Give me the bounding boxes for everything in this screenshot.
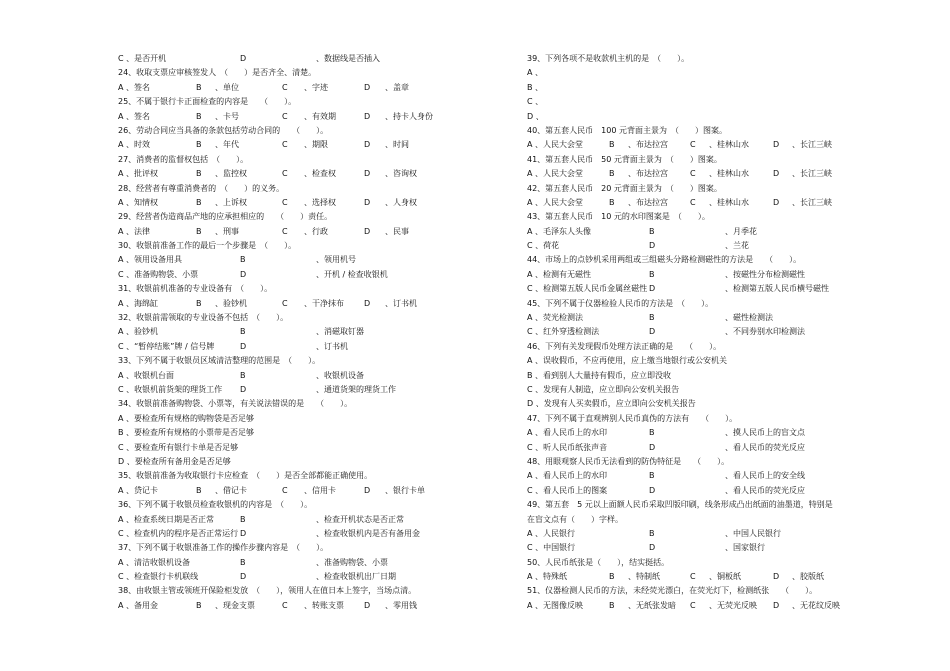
text-line — [118, 383, 448, 397]
text-segment: A 、领用设备用具 — [118, 255, 183, 265]
text-segment: A 、人民银行 — [527, 528, 576, 538]
text-segment: 、零用钱 — [385, 600, 417, 610]
text-line — [118, 426, 448, 440]
text-segment: 、订书机 — [316, 341, 348, 351]
text-segment: B — [649, 471, 655, 481]
text-line — [118, 513, 448, 527]
text-line — [118, 210, 448, 224]
text-segment: D 、要检查所有备用金是否足够 — [118, 456, 231, 466]
text-segment: C — [282, 226, 288, 236]
text-segment: 、检查收银机出厂日期 — [316, 572, 396, 582]
text-line — [118, 498, 448, 512]
text-segment: 26、劳动合同应当具备的条款包括劳动合同的 （ ）。 — [118, 125, 329, 135]
text-segment: A 、清洁收银机设备 — [118, 557, 191, 567]
text-segment: D 、发现有人买卖假币，应立即向公安机关报告 — [527, 399, 696, 409]
text-segment: D — [364, 298, 371, 308]
text-segment: 44、市场上的点钞机采用两组或三组磁头分路检测磁性的方法是 （ ）。 — [527, 255, 802, 265]
text-segment: 、布达拉宫 — [628, 140, 668, 150]
text-line — [118, 268, 448, 282]
text-segment: 、盖章 — [385, 82, 409, 92]
text-line — [527, 354, 857, 368]
text-segment: A 、荧光检测法 — [527, 313, 584, 323]
text-segment: 、特制纸 — [628, 572, 660, 582]
text-segment: B — [609, 140, 615, 150]
text-segment: B — [609, 600, 615, 610]
text-segment: B — [649, 528, 655, 538]
text-segment: D — [773, 197, 780, 207]
text-segment: B — [240, 370, 246, 380]
text-segment: 、长江三峡 — [792, 140, 832, 150]
text-segment: 、验钞机 — [215, 298, 247, 308]
text-segment: B — [609, 169, 615, 179]
text-segment: D — [364, 82, 371, 92]
text-line — [527, 527, 857, 541]
text-segment: 、信用卡 — [304, 485, 336, 495]
text-segment: B — [649, 428, 655, 438]
text-line — [118, 369, 448, 383]
text-segment: 、人身权 — [385, 197, 417, 207]
text-segment: D — [364, 197, 371, 207]
text-line — [527, 239, 857, 253]
text-segment: A 、看人民币上的水印 — [527, 471, 608, 481]
text-segment: D — [240, 572, 247, 582]
text-line — [118, 527, 448, 541]
text-segment: 24、收取支票应审核签发人 （ ）是否齐全、清楚。 — [118, 68, 317, 78]
text-segment: D — [240, 54, 247, 63]
text-segment: 31、收银前机准备的专业设备有 （ ）。 — [118, 284, 273, 294]
text-segment: D — [649, 442, 656, 452]
text-segment: 、中国人民银行 — [725, 528, 781, 538]
text-line — [527, 397, 857, 411]
text-segment: 、消磁取钉器 — [316, 327, 364, 337]
text-line — [118, 469, 448, 483]
text-line — [118, 95, 448, 109]
text-line — [527, 297, 857, 311]
text-segment: D — [240, 341, 247, 351]
text-segment: A 、时效 — [118, 140, 151, 150]
text-segment: 、收银机设备 — [316, 370, 364, 380]
text-segment: A 、检测有无磁性 — [527, 269, 592, 279]
text-line — [527, 81, 857, 95]
text-segment: A 、检查系统日期是否正常 — [118, 514, 215, 524]
text-segment: B 、看到别人大量持有假币，应立即没收 — [527, 370, 672, 380]
text-line — [527, 95, 857, 109]
text-segment: 、按磁性分布检测磁性 — [725, 269, 805, 279]
right-question-column — [527, 52, 857, 613]
text-line — [527, 210, 857, 224]
left-question-column — [118, 52, 448, 613]
text-segment: C 、准备购物袋、小票 — [118, 269, 199, 279]
text-segment: B — [649, 313, 655, 323]
text-line — [527, 455, 857, 469]
text-segment: B — [609, 572, 615, 582]
text-segment: 在盲文点有（ ）字样。 — [527, 514, 623, 524]
text-segment: 、摸人民币上的盲文点 — [725, 428, 805, 438]
text-segment: B — [240, 327, 246, 337]
text-line — [118, 599, 448, 613]
text-segment: A 、 — [527, 68, 544, 78]
text-line — [118, 124, 448, 138]
text-line — [527, 556, 857, 570]
text-line — [527, 225, 857, 239]
text-segment: C — [282, 82, 288, 92]
text-segment: 、桂林山水 — [709, 197, 749, 207]
text-segment: 、通道货架的理货工作 — [316, 384, 396, 394]
text-line — [118, 570, 448, 584]
text-segment: D — [649, 284, 656, 294]
text-line — [527, 138, 857, 152]
text-segment: D 、 — [527, 111, 544, 121]
text-segment: 、桂林山水 — [709, 140, 749, 150]
text-segment: 、有效期 — [304, 111, 336, 121]
text-segment: B — [240, 557, 246, 567]
text-segment: B — [196, 298, 202, 308]
text-line — [527, 599, 857, 613]
text-segment: A 、人民大会堂 — [527, 140, 584, 150]
text-line — [118, 541, 448, 555]
text-segment: 、月季花 — [725, 226, 757, 236]
text-segment: A 、无图像反映 — [527, 600, 584, 610]
text-segment: 、银行卡单 — [385, 485, 425, 495]
text-segment: 43、第五套人民币 10 元的水印图案是 （ ）。 — [527, 212, 710, 222]
text-segment: D — [773, 169, 780, 179]
text-segment: D — [773, 140, 780, 150]
text-segment: B — [609, 197, 615, 207]
text-line — [118, 354, 448, 368]
text-line — [527, 484, 857, 498]
text-segment: 、看人民币上的安全线 — [725, 471, 805, 481]
text-line — [527, 153, 857, 167]
text-segment: D — [649, 327, 656, 337]
text-line — [527, 167, 857, 181]
text-segment: 、胶版纸 — [792, 572, 824, 582]
text-segment: B — [196, 140, 202, 150]
text-segment: B — [196, 197, 202, 207]
text-segment: A 、备用金 — [118, 600, 159, 610]
text-line — [118, 340, 448, 354]
text-segment: 、单位 — [215, 82, 239, 92]
text-segment: A 、毛泽东人头像 — [527, 226, 592, 236]
text-segment: C — [282, 600, 288, 610]
text-segment: 、桂林山水 — [709, 169, 749, 179]
text-segment: 、转账支票 — [304, 600, 344, 610]
text-segment: B — [240, 514, 246, 524]
text-line — [118, 484, 448, 498]
text-line — [527, 196, 857, 210]
text-segment: 38、由收银主管或领班开保险柜发放 （ ），领用人在值日本上签字，当场点清。 — [118, 586, 417, 596]
text-segment: 、年代 — [215, 140, 239, 150]
text-segment: B — [196, 600, 202, 610]
text-segment: 、订书机 — [385, 298, 417, 308]
text-segment: 、布达拉宫 — [628, 197, 668, 207]
text-line — [118, 66, 448, 80]
text-segment: C 、发现有人制造，应立即向公安机关报告 — [527, 384, 680, 394]
text-segment: A 、批评权 — [118, 169, 159, 179]
text-segment: C 、检查机内的程序是否正常运行 — [118, 528, 239, 538]
text-segment: 50、人民币纸张是（ ），结实挺括。 — [527, 557, 670, 567]
text-segment: D — [240, 528, 247, 538]
text-segment: C 、是否开机 — [118, 54, 167, 63]
text-segment: C 、红外穿透检测法 — [527, 327, 600, 337]
text-segment: C — [282, 197, 288, 207]
text-segment: A 、特殊纸 — [527, 572, 568, 582]
text-line — [118, 110, 448, 124]
text-segment: B — [196, 111, 202, 121]
text-line — [527, 469, 857, 483]
text-segment: A 、签名 — [118, 111, 151, 121]
text-segment: A 、误收假币，不应再使用，应上缴当地银行或公安机关 — [527, 356, 728, 366]
text-line — [118, 239, 448, 253]
text-segment: 、长江三峡 — [792, 197, 832, 207]
text-segment: A 、贷记卡 — [118, 485, 159, 495]
text-segment: 32、收银前需领取的专业设备不包括 （ ）。 — [118, 313, 289, 323]
text-segment: 、监控权 — [215, 169, 247, 179]
text-segment: A 、要检查所有规格的购物袋是否足够 — [118, 413, 255, 423]
text-segment: B 、 — [527, 82, 544, 92]
text-segment: 、布达拉宫 — [628, 169, 668, 179]
text-line — [527, 124, 857, 138]
text-segment: 42、第五套人民币 20 元背面主景为 （ ）图案。 — [527, 183, 722, 193]
text-segment: 37、下列不属于收银准备工作的操作步骤内容是 （ ）。 — [118, 543, 329, 553]
text-line — [527, 584, 857, 598]
text-line — [527, 570, 857, 584]
text-line — [118, 441, 448, 455]
text-segment: 39、下列各项不是收款机主机的是 （ ）。 — [527, 54, 690, 63]
text-segment: 36、下列不属于收银员检查收银机的内容是 （ ）。 — [118, 500, 313, 510]
text-segment: C 、检查银行卡机联线 — [118, 572, 199, 582]
text-line — [118, 297, 448, 311]
text-segment: D — [364, 485, 371, 495]
text-segment: D — [240, 384, 247, 394]
text-segment: 、看人民币的荧光反应 — [725, 485, 805, 495]
text-line — [527, 498, 857, 512]
text-line — [118, 138, 448, 152]
text-line — [527, 412, 857, 426]
text-segment: B — [196, 226, 202, 236]
text-segment: C — [690, 140, 696, 150]
text-line — [527, 325, 857, 339]
text-line — [527, 513, 857, 527]
text-segment: 、刑事 — [215, 226, 239, 236]
text-segment: 、持卡人身份 — [385, 111, 433, 121]
text-segment: A 、看人民币上的水印 — [527, 428, 608, 438]
text-line — [118, 282, 448, 296]
text-line — [118, 182, 448, 196]
text-segment: 、卡号 — [215, 111, 239, 121]
text-segment: C — [282, 298, 288, 308]
text-segment: 、上诉权 — [215, 197, 247, 207]
text-segment: C 、要检查所有银行卡单是否足够 — [118, 442, 239, 452]
text-segment: 、兰花 — [725, 241, 749, 251]
text-line — [527, 253, 857, 267]
text-line — [118, 253, 448, 267]
text-segment: A 、验钞机 — [118, 327, 159, 337]
text-line — [527, 268, 857, 282]
text-segment: B — [649, 269, 655, 279]
text-line — [118, 81, 448, 95]
text-segment: C — [690, 600, 696, 610]
text-segment: D — [364, 600, 371, 610]
text-segment: C 、中国银行 — [527, 543, 576, 553]
text-segment: A 、收银机台面 — [118, 370, 175, 380]
text-segment: 29、经营者伪造商品产地的应承担相应的 （ ）责任。 — [118, 212, 333, 222]
text-segment: A 、法律 — [118, 226, 151, 236]
text-segment: C 、检测第五版人民币金属丝磁性 — [527, 284, 648, 294]
text-segment: 27、消费者的监督权包括 （ ）。 — [118, 154, 249, 164]
text-segment: 28、经营者有尊重消费者的 （ ）的义务。 — [118, 183, 285, 193]
text-segment: 、无荧光反映 — [709, 600, 757, 610]
text-line — [527, 282, 857, 296]
text-segment: 48、用眼观察人民币无法看到的防伪特征是 （ ）。 — [527, 456, 730, 466]
text-segment: 、期限 — [304, 140, 328, 150]
text-segment: 、检测第五版人民币横号磁性 — [725, 284, 829, 294]
text-segment: 40、第五套人民币 100 元背面主景为 （ ）图案。 — [527, 125, 727, 135]
text-segment: 、检查收银机内是否有备用金 — [316, 528, 420, 538]
text-segment: B — [196, 82, 202, 92]
text-line — [118, 153, 448, 167]
text-segment: 、无纸张发暗 — [628, 600, 676, 610]
text-segment: D — [364, 226, 371, 236]
text-segment: 、领用机号 — [316, 255, 356, 265]
text-segment: D — [364, 140, 371, 150]
text-line — [527, 369, 857, 383]
text-line — [527, 340, 857, 354]
text-segment: A 、签名 — [118, 82, 151, 92]
text-segment: B — [649, 226, 655, 236]
text-line — [527, 110, 857, 124]
text-segment: C — [282, 140, 288, 150]
text-segment: B — [196, 485, 202, 495]
text-segment: 41、第五套人民币 50 元背面主景为 （ ）图案。 — [527, 154, 722, 164]
text-segment: 34、收银前准备购物袋、小票等，有关说法错误的是 （ ）。 — [118, 399, 353, 409]
text-segment: 、国家银行 — [725, 543, 765, 553]
text-line — [527, 311, 857, 325]
text-segment: 、铜板纸 — [709, 572, 741, 582]
text-segment: C — [282, 485, 288, 495]
text-segment: 35、收银前准备为收取银行卡应检查 （ ）是否全部都能正确使用。 — [118, 471, 373, 481]
text-segment: 、选择权 — [304, 197, 336, 207]
text-line — [118, 397, 448, 411]
text-line — [527, 426, 857, 440]
text-segment: A 、知情权 — [118, 197, 159, 207]
text-segment: C 、收银机前货架的理货工作 — [118, 384, 223, 394]
text-segment: B — [240, 255, 246, 265]
text-segment: D — [240, 269, 247, 279]
text-segment: 25、不属于银行卡正面检查的内容是 （ ）。 — [118, 97, 297, 107]
text-segment: 、开机 / 检查收银机 — [316, 269, 388, 279]
text-line — [118, 311, 448, 325]
text-segment: 、借记卡 — [215, 485, 247, 495]
text-line — [527, 383, 857, 397]
text-segment: A 、人民大会堂 — [527, 197, 584, 207]
text-segment: 、准备购物袋、小票 — [316, 557, 388, 567]
text-segment: C 、看人民币上的图案 — [527, 485, 608, 495]
text-segment: D — [649, 543, 656, 553]
text-segment: C 、 — [527, 97, 544, 107]
text-line — [527, 52, 857, 66]
text-line — [118, 325, 448, 339]
text-line — [118, 52, 448, 66]
text-segment: B — [196, 169, 202, 179]
text-line — [118, 196, 448, 210]
text-segment: D — [649, 241, 656, 251]
text-segment: C — [282, 169, 288, 179]
text-segment: 、磁性检测法 — [725, 313, 773, 323]
text-segment: C — [282, 111, 288, 121]
text-segment: D — [649, 485, 656, 495]
text-segment: 46、下列有关发现假币处理方法正确的是 （ ）。 — [527, 341, 722, 351]
text-line — [118, 455, 448, 469]
text-line — [527, 441, 857, 455]
text-segment: 、干净抹布 — [304, 298, 344, 308]
text-segment: A 、人民大会堂 — [527, 169, 584, 179]
text-segment: 、民事 — [385, 226, 409, 236]
text-line — [118, 225, 448, 239]
text-segment: 、检查权 — [304, 169, 336, 179]
text-segment: 、检查开机状态是否正常 — [316, 514, 404, 524]
text-segment: 、无花纹反映 — [792, 600, 840, 610]
text-segment: D — [773, 600, 780, 610]
text-line — [527, 66, 857, 80]
text-segment: A 、海绵缸 — [118, 298, 159, 308]
text-segment: 51、仪器检测人民币的方法，未经荧光漂白，在荧光灯下，检测纸张 （ ）。 — [527, 586, 818, 596]
text-segment: C — [690, 169, 696, 179]
text-segment: 47、下列不属于直观辨别人民币真伪的方法有 （ ）。 — [527, 413, 738, 423]
text-segment: 45、下列不属于仪器检验人民币的方法是 （ ）。 — [527, 298, 714, 308]
text-segment: 、现金支票 — [215, 600, 255, 610]
text-segment: 、看人民币的荧光反应 — [725, 442, 805, 452]
text-line — [118, 167, 448, 181]
text-line — [527, 182, 857, 196]
text-line — [118, 584, 448, 598]
text-segment: D — [364, 169, 371, 179]
text-segment: D — [773, 572, 780, 582]
text-segment: D — [364, 111, 371, 121]
text-segment: 、字迹 — [304, 82, 328, 92]
text-segment: 49、第五套 5 元以上面额人民币采取凹版印刷，线条形成凸出纸面的油墨道，特别是 — [527, 500, 833, 510]
text-segment: 、不同券别水印检测法 — [725, 327, 805, 337]
text-segment: 、长江三峡 — [792, 169, 832, 179]
text-segment: 33、下列不属于收银员区域清洁整理的范围是 （ ）。 — [118, 356, 321, 366]
text-line — [118, 412, 448, 426]
text-segment: C — [690, 197, 696, 207]
text-segment: C 、“暂停结账”牌 / 信号牌 — [118, 341, 215, 351]
text-line — [118, 556, 448, 570]
text-segment: C 、荷花 — [527, 241, 560, 251]
text-segment: 、数据线是否插入 — [316, 54, 380, 63]
text-segment: C — [690, 572, 696, 582]
text-segment: 、时间 — [385, 140, 409, 150]
text-line — [527, 541, 857, 555]
text-segment: 、行政 — [304, 226, 328, 236]
text-segment: B 、要检查所有规格的小票带是否足够 — [118, 428, 255, 438]
text-segment: 30、收银前准备工作的最后一个步骤是 （ ）。 — [118, 241, 297, 251]
text-segment: C 、听人民币纸张声音 — [527, 442, 608, 452]
text-segment: 、咨询权 — [385, 169, 417, 179]
